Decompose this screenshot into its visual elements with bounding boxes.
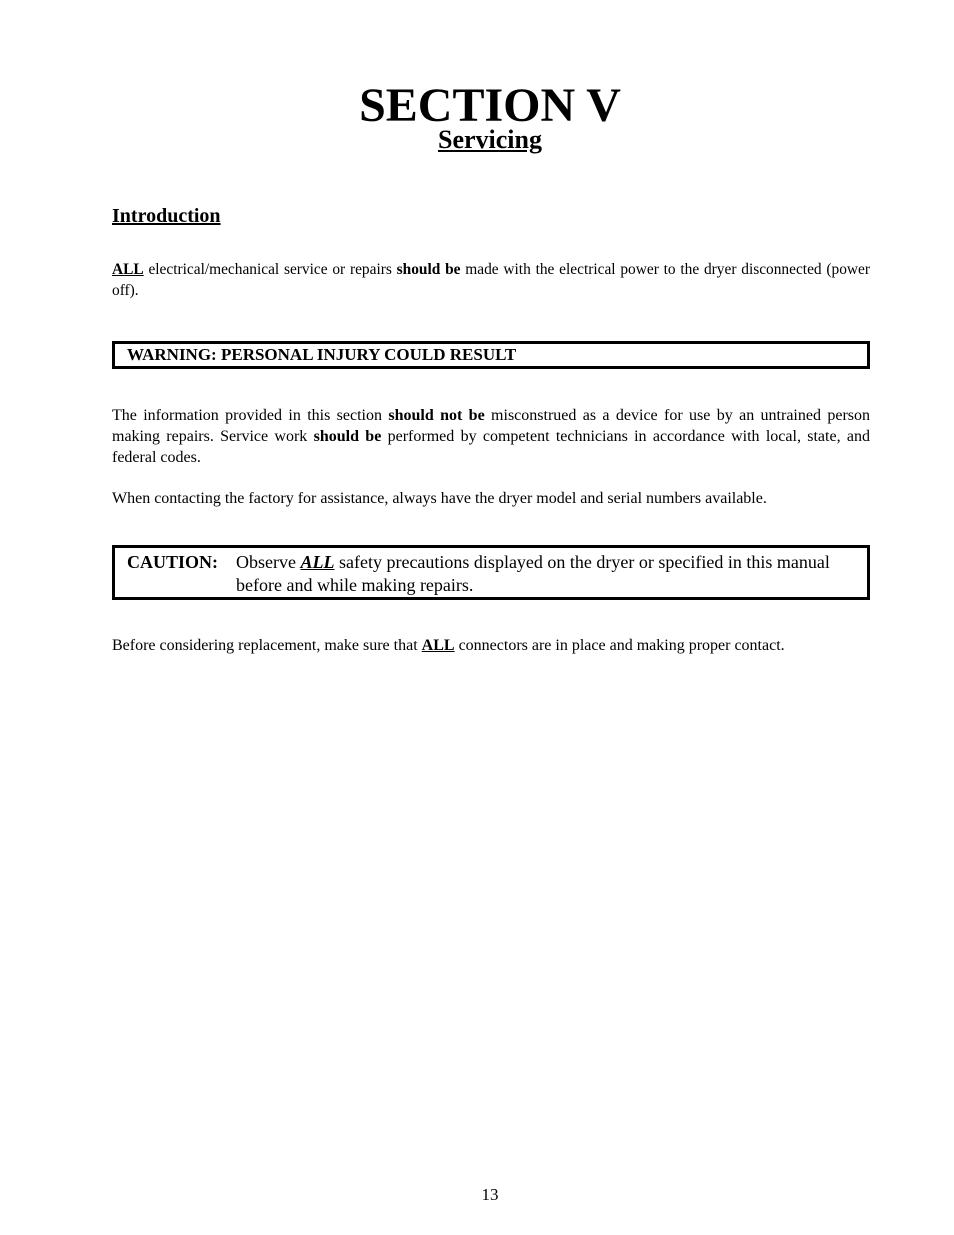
section-title: SECTION V bbox=[359, 79, 621, 132]
caution-text: Observe ALL safety precautions displayed on the dryer or specified in this manual before and while making repairs. bbox=[236, 552, 830, 595]
page-number: 13 bbox=[481, 1185, 499, 1204]
power-off-paragraph: ALL electrical/mechanical service or repairs should be made with the electrical power to the dryer disconnected (power off). bbox=[112, 261, 870, 299]
information-paragraph: The information provided in this section should not be misconstrued as a device for use by an untrained person making repairs. Service work should be performed by competent technicians in accordance with local, state, and federal codes. bbox=[112, 407, 870, 466]
all-emphasis: ALL bbox=[300, 552, 335, 572]
should-not-be-emphasis: should not be bbox=[388, 407, 485, 424]
section-subtitle: Servicing bbox=[438, 125, 542, 154]
caution-box bbox=[112, 545, 870, 600]
introduction-heading: Introduction bbox=[112, 205, 221, 227]
should-be-emphasis: should be bbox=[313, 428, 382, 445]
caution-label: CAUTION: bbox=[127, 552, 219, 572]
warning-text: WARNING: PERSONAL INJURY COULD RESULT bbox=[127, 345, 517, 364]
contact-factory-paragraph: When contacting the factory for assistance, always have the dryer model and serial numbers available. bbox=[112, 490, 767, 507]
all-emphasis: ALL bbox=[112, 261, 144, 278]
warning-box bbox=[112, 341, 870, 369]
should-be-emphasis: should be bbox=[396, 261, 461, 278]
all-emphasis: ALL bbox=[421, 637, 455, 654]
connectors-paragraph: Before considering replacement, make sure that ALL connectors are in place and making proper contact. bbox=[112, 637, 785, 654]
